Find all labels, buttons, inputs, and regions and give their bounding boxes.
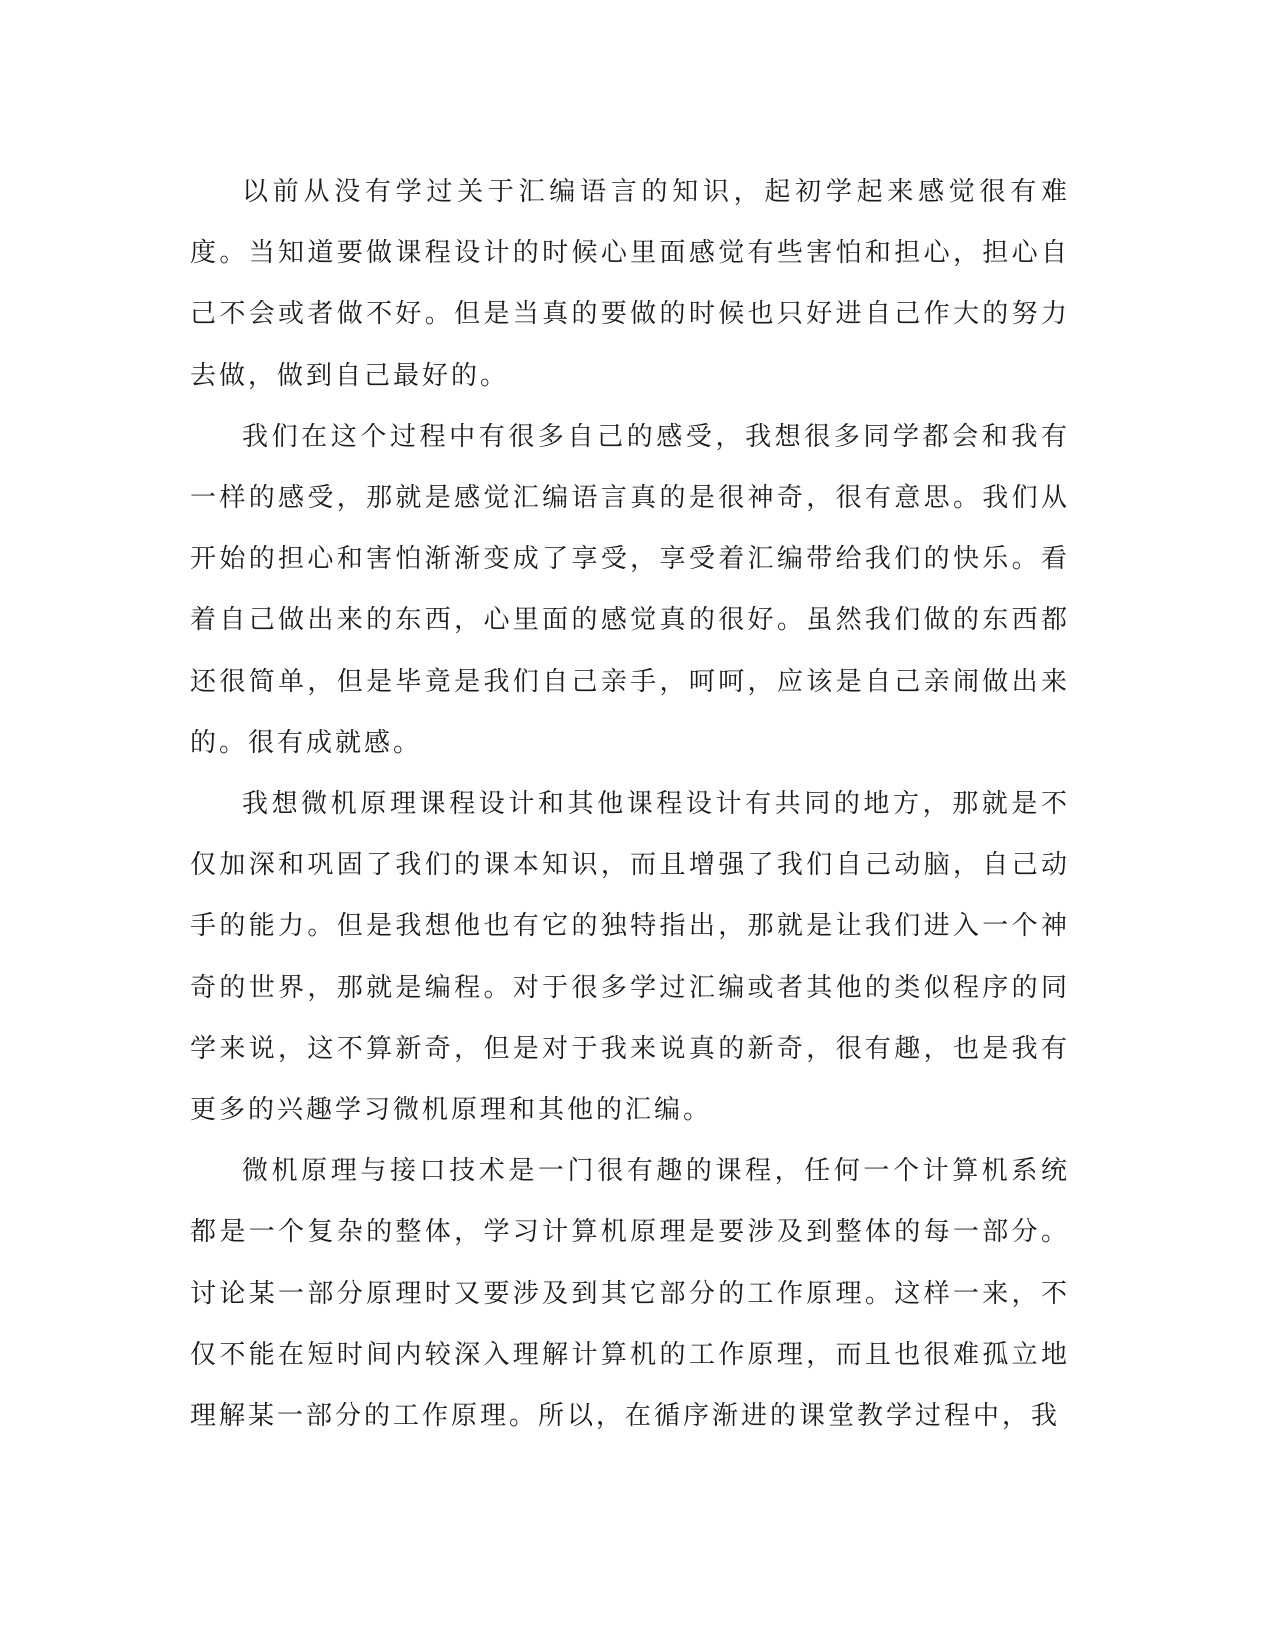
document-body [190,162,1070,1447]
paragraph-1: 以前从没有学过关于汇编语言的知识，起初学起来感觉很有难度。当知道要做课程设计的时候心里面感觉有些害怕和担心，担心自己不会或者做不好。但是当真的要做的时候也只好进自己作大的努力去做，做到自己最好的。 [190,177,1070,391]
paragraph-3: 我想微机原理课程设计和其他课程设计有共同的地方，那就是不仅加深和巩固了我们的课本知识，而且增强了我们自己动脑，自己动手的能力。但是我想他也有它的独特指出，那就是让我们进入一个神奇的世界，那就是编程。对于很多学过汇编或者其他的类似程序的同学来说，这不算新奇，但是对于我来说真的新奇，很有趣，也是我有更多的兴趣学习微机原理和其他的汇编。 [190,789,1070,1126]
paragraph-2: 我们在这个过程中有很多自己的感受，我想很多同学都会和我有一样的感受，那就是感觉汇编语言真的是很神奇，很有意思。我们从开始的担心和害怕渐渐变成了享受，享受着汇编带给我们的快乐。看着自己做出来的东西，心里面的感觉真的很好。虽然我们做的东西都还很简单，但是毕竟是我们自己亲手，呵呵，应该是自己亲闹做出来的。很有成就感。 [190,421,1070,758]
paragraph-4: 微机原理与接口技术是一门很有趣的课程，任何一个计算机系统都是一个复杂的整体，学习计算机原理是要涉及到整体的每一部分。讨论某一部分原理时又要涉及到其它部分的工作原理。这样一来，不仅不能在短时间内较深入理解计算机的工作原理，而且也很难孤立地理解某一部分的工作原理。所以，在循序渐进的课堂教学过程中，我 [190,1156,1070,1432]
